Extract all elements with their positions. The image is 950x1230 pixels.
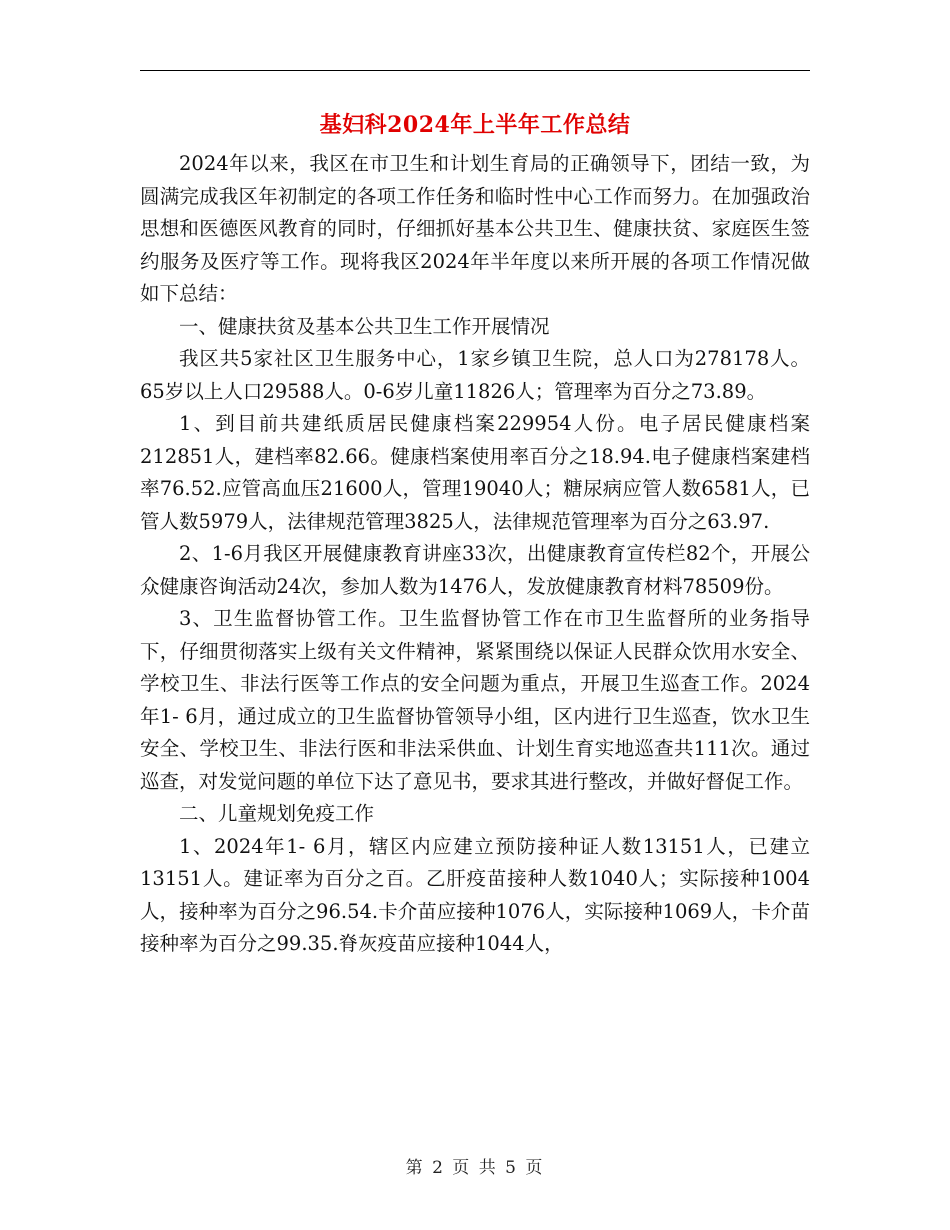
paragraph-health-supervision: 3、卫生监督协管工作。卫生监督协管工作在市卫生监督所的业务指导下，仔细贯彻落实上级有关文件精神，紧紧围绕以保证人民群众饮用水安全、学校卫生、非法行医等工作点的安全问题为重点，开展卫生巡查工作。2024年1- 6月，通过成立的卫生监督协管领导小组，区内进行卫生巡查，饮水卫生安全、学校卫生、非法行医和非法采供血、计划生育实地巡查共111次。通过巡查，对发觉问题的单位下达了意见书，要求其进行整改，并做好督促工作。	[140, 607, 810, 793]
paragraph-population: 我区共5家社区卫生服务中心，1家乡镇卫生院，总人口为278178人。65岁以上人口29588人。0-6岁儿童11826人；管理率为百分之73.89。	[140, 347, 810, 403]
document-title: 基妇科2024年上半年工作总结	[319, 112, 631, 138]
paragraph-health-records: 1、到目前共建纸质居民健康档案229954人份。电子居民健康档案212851人，建档率82.66。健康档案使用率百分之18.94.电子健康档案建档率76.52.应管高血压21600人，管理19040人；糖尿病应管人数6581人，已管人数5979人，法律规范管理3825人，法律规范管理率为百分之63.97.	[140, 412, 810, 533]
header-rule	[140, 70, 810, 71]
page-footer: 第 2 页 共 5 页	[405, 1158, 545, 1178]
paragraph-health-education: 2、1-6月我区开展健康教育讲座33次，出健康教育宣传栏82个，开展公众健康咨询活动24次，参加人数为1476人，发放健康教育材料78509份。	[140, 542, 810, 598]
paragraph-intro: 2024年以来，我区在市卫生和计划生育局的正确领导下，团结一致，为圆满完成我区年初制定的各项工作任务和临时性中心工作而努力。在加强政治思想和医德医风教育的同时，仔细抓好基本公共卫生、健康扶贫、家庭医生签约服务及医疗等工作。现将我区2024年半年度以来所开展的各项工作情况做如下总结：	[140, 152, 810, 305]
document-body	[140, 148, 810, 961]
paragraph-immunization: 1、2024年1- 6月，辖区内应建立预防接种证人数13151人，已建立13151人。建证率为百分之百。乙肝疫苗接种人数1040人；实际接种1004人，接种率为百分之96.54.卡介苗应接种1076人，实际接种1069人，卡介苗接种率为百分之99.35.脊灰疫苗应接种1044人，	[140, 834, 810, 955]
section-heading-2: 二、儿童规划免疫工作	[179, 802, 375, 825]
section-heading-1: 一、健康扶贫及基本公共卫生工作开展情况	[179, 314, 550, 338]
